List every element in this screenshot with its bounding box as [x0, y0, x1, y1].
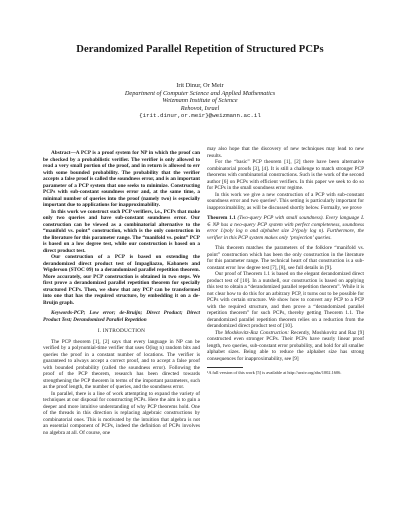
- paper-title: Derandomized Parallel Repetition of Structured PCPs: [76, 44, 324, 55]
- paragraph-text: Recently, Moshkovitz and Raz [9] constructed even stronger PCPs. Their PCPs have nearly linear proof length, two queries, sub-constant error probability, and hold for all smaller alphabet sizes. Being able to reduce the alphabet size has strong consequences for inapproximability, see [9]: [207, 329, 365, 362]
- body-paragraph: The PCP theorem [1], [2] says that every language in NP can be verified by a polynomial-time verifier that uses O(log n) random bits and queries the proof in a constant number of locations. The verifier is guaranteed to always accept a correct proof, and to accept a false proof with bounded probability (called the soundness error). Following the proof of the PCP theorem, research has been directed towards strengthening the PCP theorem in terms of the important parameters, such as the proof length, the number of queries, and the soundness error.: [43, 338, 200, 390]
- author-names: Irit Dinur, Or Meir: [176, 82, 224, 89]
- author-email: {irit.dinur,or.meir}@weizmann.ac.il: [139, 112, 261, 120]
- affiliation-city: Rehovot, Israel: [180, 104, 220, 112]
- affiliation-dept: Department of Computer Science and Applied Mathematics: [124, 89, 276, 97]
- section-heading: I. INTRODUCTION: [97, 328, 146, 334]
- body-paragraph: For the “basic” PCP theorem [1], [2] there have been alternative combinatorial proofs [3], [4]. It is still a challenge to match stronger PCP theorems with combinatorial constructions. Such is the work of the second author [6] on PCPs with efficient verifiers. In this paper we seek to do so for PCPs in the small soundness error regime.: [207, 159, 364, 191]
- footnote: ¹A full version of this work [5] is available at http://arxiv.org/abs/1002.1606.: [207, 370, 342, 375]
- paragraph-lead: The Moshkovitz-Raz Construction:: [215, 329, 289, 336]
- body-paragraph: In this work we give a new construction of a PCP with sub-constant soundness error and two queries¹. This setting is particularly important for inapproximability, as will be discussed shortly below. Formally, we prove: [207, 191, 364, 211]
- abstract-paragraph: Our construction of a PCP is based on extending the derandomized direct product test of Impagliazzo, Kabanets and Wigderson (STOC 09) to a derandomized parallel repetition theorem. More accurately, our PCP construction is obtained in two steps. We first prove a derandomized parallel repetition theorem for specially structured PCPs. Then, we show that any PCP can be transformed into one that has the required structure, by embedding it on a de-Bruijn graph.: [43, 254, 200, 306]
- body-paragraph: This theorem matches the parameters of the folklore “manifold vs. point” construction which has been the only construction in the literature for this parameter range. The technical heart of that construction is a sub-constant error low degree test [7], [8], see full details in [9].: [207, 245, 364, 271]
- right-column: [207, 146, 364, 375]
- body-paragraph: may also hope that the discovery of new techniques may lead to new results.: [207, 146, 364, 159]
- theorem-label: Theorem 1.1: [207, 215, 236, 221]
- abstract-paragraph: Abstract—A PCP is a proof system for NP in which the proof can be checked by a probabilistic verifier. The verifier is only allowed to read a very small portion of the proof, and in return is allowed to err with some bounded probability. The probability that the verifier accepts a false proof is called the soundness error, and is an important parameter of a PCP system that one seeks to minimize. Constructing PCPs with sub-constant soundness error and, at the same time, a minimal number of queries into the proof (namely two) is especially important due to applications for inapproximability.: [43, 150, 200, 208]
- body-paragraph: [207, 330, 364, 363]
- author-block: [0, 82, 400, 120]
- theorem: [207, 215, 364, 241]
- affiliation-institute: Weizmann Institute of Science: [162, 97, 238, 105]
- theorem-text: (Two-query PCP with small soundness). Every language L ∈ NP has a two-query PCP system with perfect completeness, soundness error 1/poly log n and alphabet size 2^(poly log n). Furthermore, the verifier in this PCP system makes only ‘projection’ queries.: [207, 215, 364, 241]
- keywords: Keywords-PCP; Low error; de-Bruijn; Direct Product; Direct Product Test; Derandomized Parallel Repetition: [43, 310, 200, 323]
- left-column: [43, 150, 200, 436]
- body-paragraph: Our proof of Theorem 1.1 is based on the elegant derandomized direct product test of [10]. In a nutshell, our construction is based on applying this test to obtain a “derandomized parallel repetition theorem”. While it is not clear how to do this for an arbitrary PCP, it turns out to be possible for PCPs with certain structure. We show how to convert any PCP to a PCP with the required structure, and then prove a “derandomized parallel repetition theorem” for such PCPs, thereby getting Theorem 1.1. The derandomized parallel repetition theorem relies on a reduction from the derandomized direct product test of [10].: [207, 271, 364, 329]
- body-paragraph: In parallel, there is a line of work attempting to expand the variety of techniques at our disposal for constructing PCPs. Here the aim is to gain a deeper and more intuitive understanding of why PCP theorems hold. One of the threads in this direction is replacing algebraic constructions by combinatorial ones. This is motivated by the intuition that algebra is not an essential component of PCPs, indeed the definition of PCPs involves no algebra at all. Of course, one: [43, 390, 200, 436]
- abstract-paragraph: In this work we construct such PCP verifiers, i.e., PCPs that make only two queries and have sub-constant soundness error. Our construction can be viewed as a combinatorial alternative to the “manifold vs. point” construction, which is the only construction in the literature for this parameter range. The “manifold vs. point” PCP is based on a low degree test, while our construction is based on a direct product test.: [43, 208, 200, 254]
- footnote-divider: [207, 367, 243, 368]
